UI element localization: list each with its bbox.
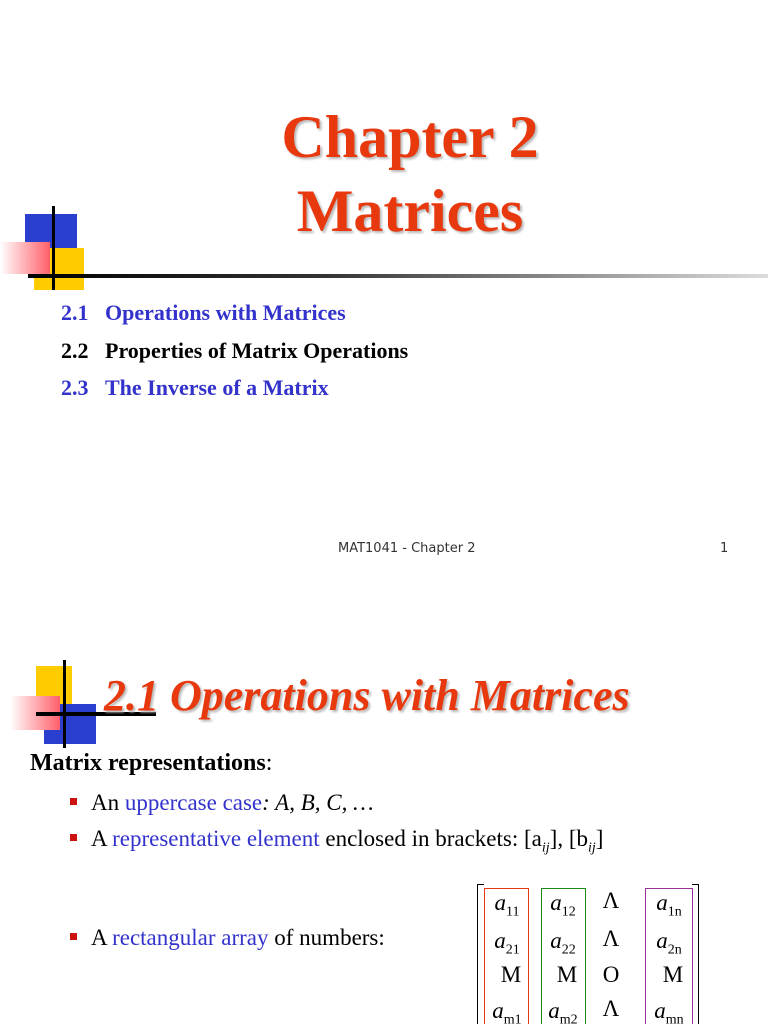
toc-item-2-2[interactable] [61, 338, 408, 364]
bullet-prefix: A [91, 826, 113, 851]
matrix-cell: $a_{21}$ [494, 928, 520, 958]
toc-label: The Inverse of a Matrix [105, 375, 329, 400]
bullet-representative-element [70, 826, 603, 857]
bullet-rectangular-array [70, 925, 385, 951]
bullet-marker [70, 834, 77, 841]
matrix-cell: M [556, 962, 578, 987]
slide-2 [0, 600, 768, 1024]
toc-item-2-3[interactable] [61, 375, 329, 401]
matrix-cell: $a_{m2}$ [548, 998, 578, 1024]
highlight-uppercase-case: uppercase case [124, 790, 263, 815]
heading-text: Matrix representations [30, 750, 266, 776]
matrix-cell: $a_{2n}$ [656, 928, 682, 958]
bullet-suffix: : A, B, C, … [262, 790, 374, 815]
left-bracket [477, 884, 484, 1024]
heading-colon: : [265, 750, 273, 776]
matrix-cell: Λ [602, 888, 620, 913]
matrix-array [477, 882, 699, 1024]
toc-number: 2.3 [61, 375, 89, 400]
bullet-marker [70, 933, 77, 940]
bullet-marker [70, 798, 77, 805]
bullet-uppercase [70, 790, 374, 816]
bullet-prefix: An [91, 790, 125, 815]
toc-number: 2.1 [61, 300, 89, 325]
matrix-cell: O [602, 962, 620, 987]
bullet-suffix: enclosed in brackets: [a [319, 826, 542, 851]
toc-number: 2.2 [61, 338, 89, 363]
subscript-ij: ij [587, 840, 596, 856]
section-title: 2.1 Operations with Matrices [104, 671, 630, 720]
subscript-ij: ij [541, 840, 550, 856]
matrix-cell: M [500, 962, 522, 987]
bullet-mid: ], [b [549, 826, 588, 851]
footer-page-number: 1 [720, 541, 729, 556]
bullet-suffix: of numbers: [268, 925, 385, 950]
matrix-cell: $a_{1n}$ [656, 890, 682, 920]
bullet-prefix: A [91, 925, 113, 950]
matrix-cell: Λ [602, 996, 620, 1021]
toc-label: Properties of Matrix Operations [105, 338, 409, 363]
title-line-1: Chapter 2 [281, 104, 539, 170]
matrix-cell: $a_{12}$ [550, 890, 576, 920]
title-line-2: Matrices [296, 178, 524, 244]
matrix-cell: $a_{mn}$ [654, 998, 684, 1024]
chapter-title [0, 100, 768, 248]
matrix-cell: M [662, 962, 684, 987]
footer-course: MAT1041 - Chapter 2 [338, 541, 476, 556]
bullet-end: ] [595, 826, 604, 851]
matrix-cell: $a_{m1}$ [492, 998, 522, 1024]
matrix-representations-heading [30, 750, 272, 777]
matrix-cell: Λ [602, 926, 620, 951]
matrix-cell: $a_{22}$ [550, 928, 576, 958]
highlight-rectangular-array: rectangular array [112, 925, 269, 950]
right-bracket [692, 884, 699, 1024]
matrix-cell: $a_{11}$ [494, 890, 520, 920]
toc-item-2-1[interactable] [61, 300, 346, 326]
toc-label: Operations with Matrices [105, 300, 346, 325]
highlight-representative-element: representative element [112, 826, 320, 851]
